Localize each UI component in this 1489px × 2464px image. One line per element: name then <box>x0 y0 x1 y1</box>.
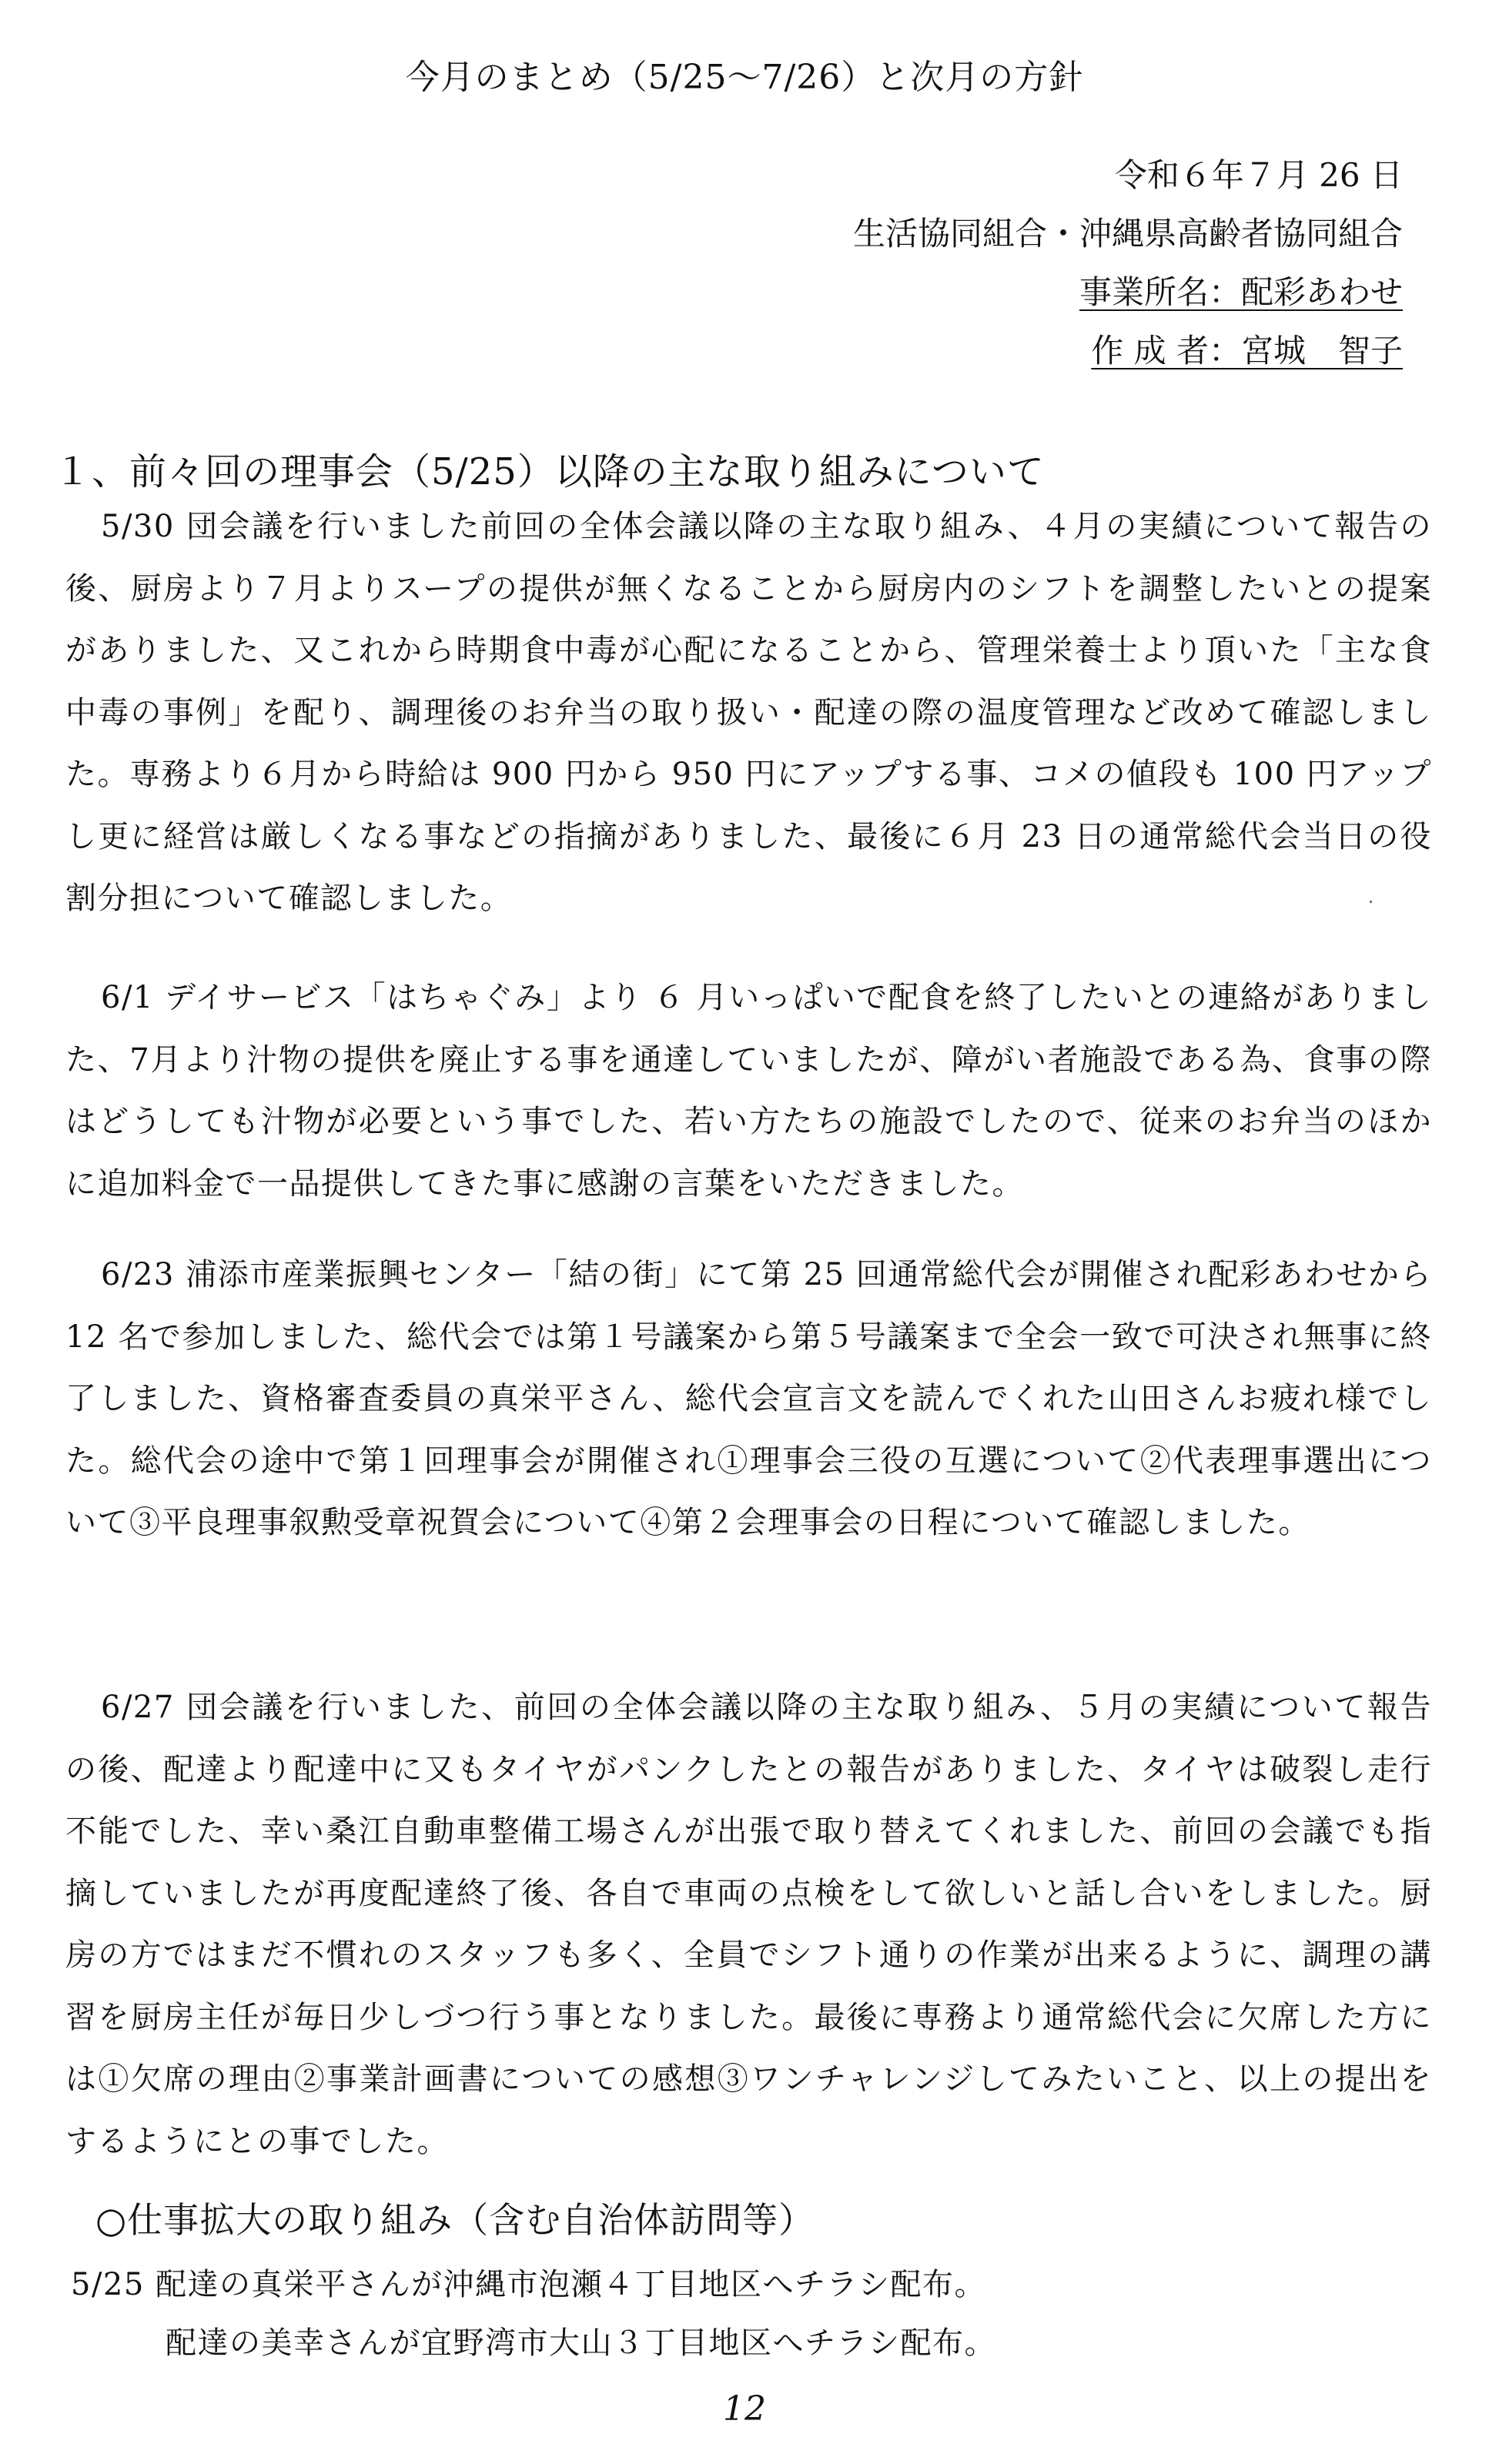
document-header <box>710 146 1403 380</box>
header-office: 事業所名：配彩あわせ <box>1079 273 1403 311</box>
activity-item: 5/25 配達の真栄平さんが沖縄市泡瀬４丁目地区へチラシ配布。 <box>71 2267 987 2302</box>
activity-item: 配達の美幸さんが宜野湾市大山３丁目地区へチラシ配布。 <box>166 2325 996 2361</box>
page-number: 12 <box>723 2389 766 2429</box>
section-heading: １、前々回の理事会（5/25）以降の主な取り組みについて <box>54 450 1045 493</box>
body-paragraph: 5/30 団会議を行いました前回の全体会議以降の主な取り組み、４月の実績について報告の後、厨房より７月よりスープの提供が無くなることから厨房内のシフトを調整したいとの提案がありました、又これから時期食中毒が心配になることから、管理栄養士より頂いた「主な食中毒の事例」を配り、調理後のお弁当の取り扱い・配達の際の温度管理など改めて確認しました。専務より６月から時給は 900 円から 950 円にアップする事、コメの値段も 100 円アップし更に経営は厳しくなる事などの指摘がありました、最後に６月 23 日の通常総代会当日の役割分担について確認しました。 <box>65 509 1432 916</box>
header-date: 令和６年７月 26 日 <box>1114 156 1403 194</box>
body-paragraph: 6/23 浦添市産業振興センター「結の街」にて第 25 回通常総代会が開催され配彩あわせから 12 名で参加しました、総代会では第１号議案から第５号議案まで全会一致で可決され無事に終了しました、資格審査委員の真栄平さん、総代会宣言文を読んでくれた山田さんお疲れ様でした。総代会の途中で第１回理事会が開催され①理事会三役の互選について②代表理事選出について③平良理事叙勲受章祝賀会について④第２会理事会の日程について確認しました。 <box>65 1257 1432 1540</box>
header-organization: 生活協同組合・沖縄県高齢者協同組合 <box>852 215 1403 252</box>
subsection-heading: ○仕事拡大の取り組み（含む自治体訪問等） <box>95 2199 815 2241</box>
body-paragraph: 6/1 デイサービス「はちゃぐみ」より ６ 月いっぱいで配食を終了したいとの連絡がありました、7月より汁物の提供を廃止する事を通達していましたが、障がい者施設である為、食事の際はどうしても汁物が必要という事でした、若い方たちの施設でしたので、従来のお弁当のほかに追加料金で一品提供してきた事に感謝の言葉をいただきました。 <box>65 980 1432 1202</box>
document-title: 今月のまとめ（5/25〜7/26）と次月の方針 <box>405 58 1084 97</box>
body-paragraph: 6/27 団会議を行いました、前回の全体会議以降の主な取り組み、５月の実績について報告の後、配達より配達中に又もタイヤがパンクしたとの報告がありました、タイヤは破裂し走行不能でした、幸い桑江自動車整備工場さんが出張で取り替えてくれました、前回の会議でも指摘していましたが再度配達終了後、各自で車両の点検をして欲しいと話し合いをしました。厨房の方ではまだ不慣れのスタッフも多く、全員でシフト通りの作業が出来るように、調理の講習を厨房主任が毎日少しづつ行う事となりました。最後に専務より通常総代会に欠席した方には①欠席の理由②事業計画書についての感想③ワンチャレンジしてみたいこと、以上の提出をするようにとの事でした。 <box>65 1690 1432 2159</box>
scan-speck <box>1370 901 1372 903</box>
header-author: 作 成 者：宮城 智子 <box>1091 332 1403 369</box>
